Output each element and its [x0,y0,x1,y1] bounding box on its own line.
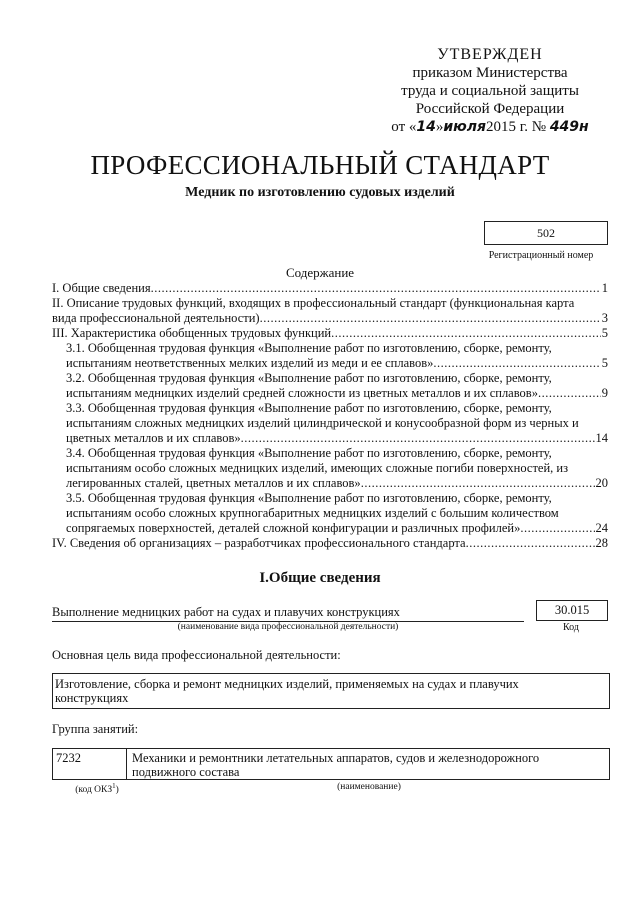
toc-entry-text: вида профессиональной деятельности) [52,311,260,325]
document-subtitle: Медник по изготовлению судовых изделий [185,185,455,200]
activity-caption: (наименование вида профессиональной деятельности) [177,622,399,632]
toc-page-number: 28 [595,536,608,550]
toc-page-number: 20 [595,476,608,490]
okz-code-cell: 7232 [53,749,127,779]
toc-entry-text: испытаниям сложных медницких изделий цилиндрической и конусообразной форм из черных и [66,416,579,430]
occupation-group-table [52,748,610,780]
occupation-name-line-1: Механики и ремонтники летательных аппаратов, судов и железнодорожного [132,751,540,765]
occupation-name-cell [128,749,609,779]
activity-code-box: 30.015 [536,600,608,621]
toc-entry-text: II. Описание трудовых функций, входящих в профессиональный стандарт (функциональная карта [52,296,575,310]
toc-entry-3-5[interactable] [52,491,608,536]
toc-entry-text: испытаниям особо сложных крупногабаритных медницких изделий с большим количеством [66,506,559,520]
okz-caption-end: ) [115,785,119,796]
handwritten-day: 14 [416,119,436,135]
okz-caption-text: (код ОКЗ [75,785,113,796]
toc-entry-3-2[interactable] [52,371,608,401]
toc-entry-text: испытаниям особо сложных медницких изделий, имеющих сложные погиби поверхностей, из [66,461,569,475]
toc-entry-text: III. Характеристика обобщенных трудовых функций [52,326,332,340]
approval-header: УТВЕРЖДЕН [437,46,543,63]
toc-entry-text: I. Общие сведения [52,281,151,295]
okz-code-caption [52,782,142,795]
approval-line-2: труда и социальной защиты [401,83,579,99]
toc-entry-text: легированных сталей, цветных металлов и их сплавов» [66,476,361,490]
footnote-marker[interactable]: 1 [112,782,116,790]
approval-line-3: Российской Федерации [415,101,565,117]
toc-entry-1[interactable] [52,281,608,296]
goal-label: Основная цель вида профессиональной деятельности: [52,648,341,662]
occupation-name-caption: (наименование) [337,782,401,792]
occupation-name-line-2: подвижного состава [132,765,240,779]
group-label: Группа занятий: [52,722,139,736]
goal-line-1: Изготовление, сборка и ремонт медницких изделий, применяемых на судах и плавучих [55,677,519,691]
approval-block [360,46,620,136]
toc-page-number: 1 [601,281,608,295]
goal-line-2: конструкциях [55,691,129,705]
toc-entry-text: 3.5. Обобщенная трудовая функция «Выполнение работ по изготовлению, сборке, ремонту, [66,491,552,505]
toc-page-number: 9 [601,386,608,400]
toc-entry-text: цветных металлов и их сплавов» [66,431,241,445]
handwritten-order-number: 449н [549,119,589,135]
toc-page-number: 5 [601,326,608,340]
toc-entry-text: испытаниям неответственных мелких изделий из меди и ее сплавов» [66,356,434,370]
toc-entry-text: испытаниям медницких изделий средней сложности из цветных металлов и их сплавов» [66,386,538,400]
toc-entry-3[interactable] [52,326,608,341]
toc-entry-text: 3.3. Обобщенная трудовая функция «Выполнение работ по изготовлению, сборке, ремонту, [66,401,552,415]
toc-entry-3-3[interactable] [52,401,608,446]
toc-entry-text: IV. Сведения об организациях – разработчиках профессионального стандарта [52,536,466,550]
toc-page-number: 3 [601,311,608,325]
toc-entry-text: сопрягаемых поверхностей, деталей сложной конфигурации и различных профилей» [66,521,521,535]
toc-entry-3-4[interactable] [52,446,608,491]
approval-line-1: приказом Министерства [412,65,568,81]
goal-box [52,673,610,709]
activity-code-label: Код [563,622,579,633]
date-prefix: от « [391,119,417,135]
date-mid: » [435,119,444,135]
registration-number-box: 502 [484,221,608,245]
toc-title: Содержание [285,265,355,280]
toc-page-number: 24 [595,521,608,535]
table-of-contents [52,281,608,551]
section-title: I.Общие сведения [259,570,381,586]
date-year: 2015 г. № [486,119,547,135]
toc-page-number: 5 [601,356,608,370]
toc-entry-4[interactable] [52,536,608,551]
toc-entry-3-1[interactable] [52,341,608,371]
registration-number-label: Регистрационный номер [488,250,594,261]
toc-page-number: 14 [595,431,608,445]
approval-date-line [360,118,620,136]
toc-entry-2[interactable] [52,296,608,326]
activity-name: Выполнение медницких работ на судах и плавучих конструкциях [52,605,524,622]
toc-entry-text: 3.2. Обобщенная трудовая функция «Выполнение работ по изготовлению, сборке, ремонту, [66,371,552,385]
handwritten-month: июля [443,119,487,135]
toc-entry-text: 3.4. Обобщенная трудовая функция «Выполнение работ по изготовлению, сборке, ремонту, [66,446,552,460]
toc-entry-text: 3.1. Обобщенная трудовая функция «Выполнение работ по изготовлению, сборке, ремонту, [66,341,552,355]
document-title: ПРОФЕССИОНАЛЬНЫЙ СТАНДАРТ [90,150,550,180]
